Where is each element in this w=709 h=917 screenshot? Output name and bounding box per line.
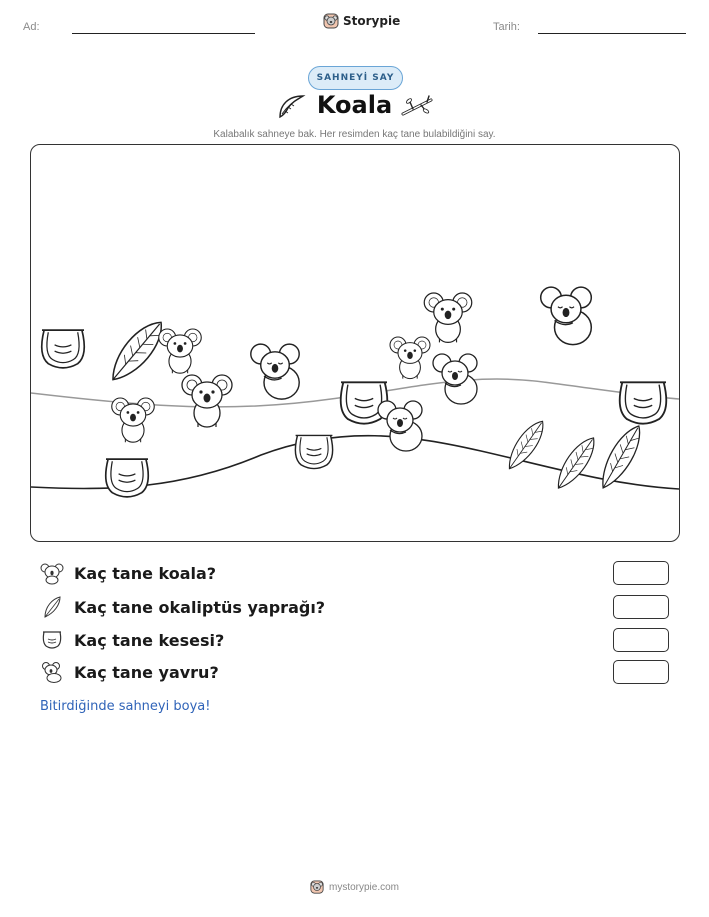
answer-box[interactable]: [613, 660, 669, 684]
question-text: Kaç tane koala?: [74, 563, 217, 583]
question-row: [40, 627, 680, 653]
question-row: [40, 659, 680, 685]
branch-icon: [401, 94, 435, 118]
question-text: Kaç tane yavru?: [74, 662, 219, 682]
pouch-icon: [40, 628, 64, 652]
koala-logo-icon: [323, 13, 339, 29]
name-line[interactable]: [72, 33, 255, 34]
baby-koala-icon: [40, 660, 64, 684]
scene-illustration: [31, 145, 679, 541]
date-line[interactable]: [538, 33, 686, 34]
date-label: Tarih:: [493, 21, 520, 33]
brand-logo: [323, 13, 400, 29]
answer-box[interactable]: [613, 628, 669, 652]
question-text: Kaç tane kesesi?: [74, 630, 225, 650]
finish-note: Bitirdiğinde sahneyi boya!: [40, 699, 211, 714]
koala-icon: [40, 561, 64, 585]
question-row: [40, 560, 680, 586]
name-label: Ad:: [23, 21, 40, 33]
counting-scene: [30, 144, 680, 542]
activity-badge: SAHNEYİ SAY: [308, 66, 403, 90]
question-text: Kaç tane okaliptüs yaprağı?: [74, 597, 326, 617]
leaf-icon: [40, 595, 64, 619]
answer-box[interactable]: [613, 561, 669, 585]
footer: [0, 880, 709, 894]
instructions: Kalabalık sahneye bak. Her resimden kaç tane bulabildiğini say.: [213, 129, 496, 140]
page-title: Koala: [316, 91, 393, 119]
koala-logo-icon: [310, 880, 324, 894]
footer-url[interactable]: mystorypie.com: [328, 881, 399, 893]
brand-name: Storypie: [343, 14, 401, 28]
question-row: [40, 594, 680, 620]
answer-box[interactable]: [613, 595, 669, 619]
